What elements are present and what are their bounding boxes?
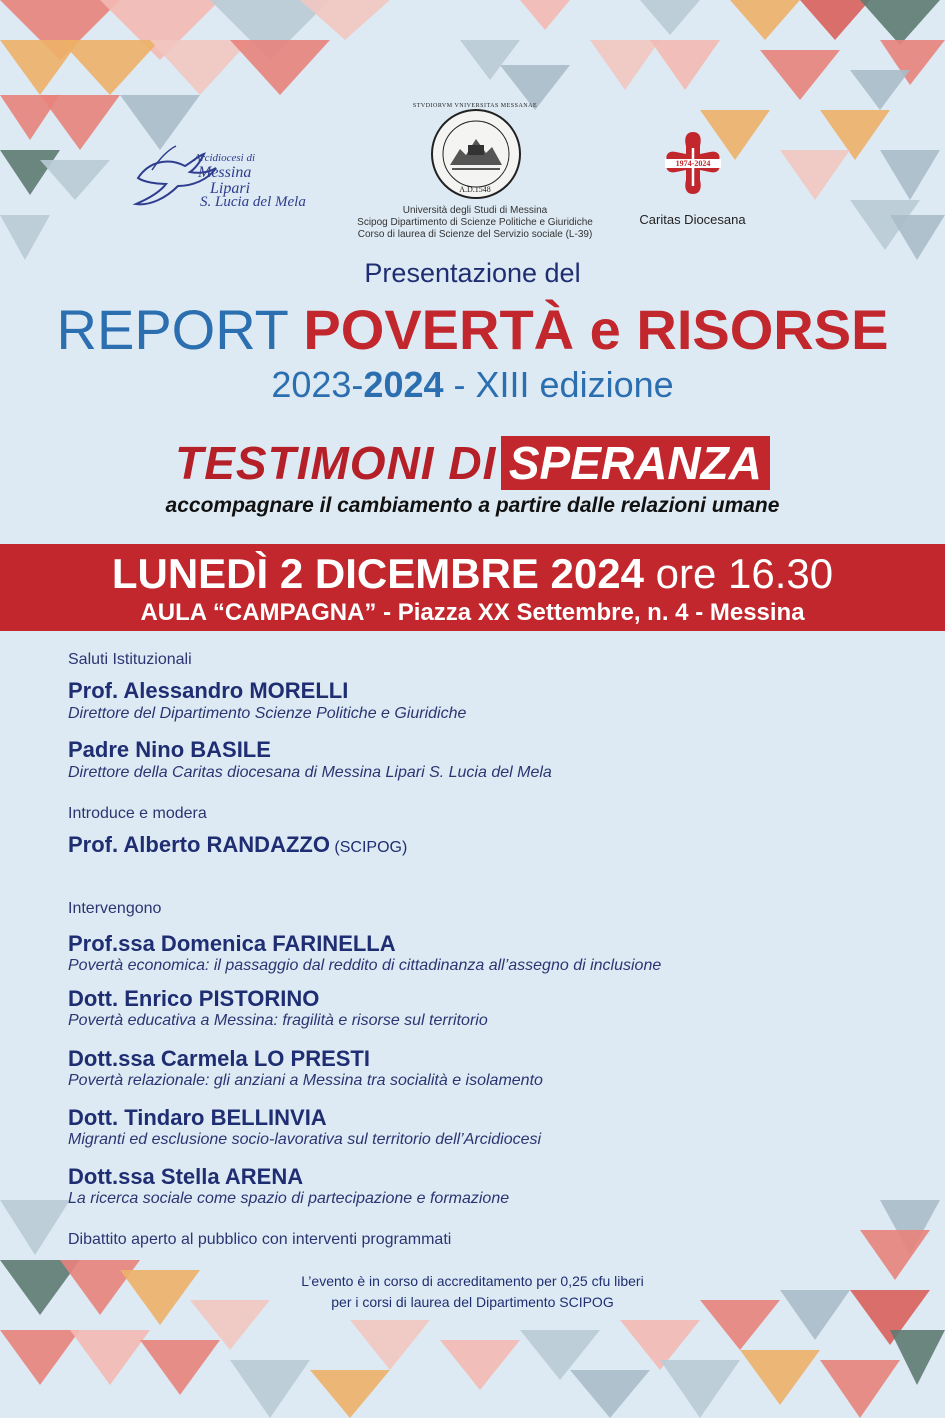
credits-note-line1: L’evento è in corso di accreditamento per 0,25 cfu liberi	[301, 1273, 644, 1289]
event-banner	[0, 544, 945, 631]
decor-triangle	[640, 0, 700, 35]
greeting-item	[68, 737, 552, 782]
greeting-name: Padre Nino BASILE	[68, 737, 271, 762]
greetings-label: Saluti Istituzionali	[68, 651, 192, 668]
decor-triangle	[760, 50, 840, 100]
greeting-role: Direttore del Dipartimento Scienze Politiche e Giuridiche	[68, 705, 467, 722]
decor-triangle	[660, 1360, 740, 1418]
decor-triangle	[650, 40, 720, 90]
greeting-role: Direttore della Caritas diocesana di Messina Lipari S. Lucia del Mela	[68, 764, 552, 781]
speaker-topic: La ricerca sociale come spazio di partecipazione e formazione	[68, 1190, 510, 1207]
speaker-name: Prof.ssa Domenica FARINELLA	[68, 931, 396, 956]
event-time: ore 16.30	[655, 550, 834, 597]
speaker-name: Dott. Enrico PISTORINO	[68, 986, 320, 1011]
title-red: POVERTÀ e RISORSE	[303, 298, 889, 361]
edition-line	[0, 364, 945, 406]
decor-triangle	[440, 1340, 520, 1390]
decor-triangle	[590, 40, 660, 90]
decor-triangle	[140, 1340, 220, 1395]
decor-triangle	[820, 1360, 900, 1418]
archdiocese-line1: Arcidiocesi di	[194, 152, 255, 164]
moderator	[68, 832, 407, 858]
speaker-item	[68, 1164, 509, 1208]
decor-triangle	[230, 40, 330, 95]
greeting-item	[68, 678, 466, 723]
decor-triangle	[310, 1370, 390, 1418]
seal-text-top: STVDIORVM VNIVERSITAS MESSANAE	[412, 103, 538, 109]
decor-triangle	[0, 215, 50, 260]
presentation-intro: Presentazione del	[364, 258, 581, 288]
speaker-topic: Migranti ed esclusione socio-lavorativa sul territorio dell’Arcidiocesi	[68, 1131, 542, 1148]
theme-title-box: SPERANZA	[501, 436, 770, 490]
title-blue: REPORT	[56, 298, 288, 361]
decor-triangle	[780, 150, 850, 200]
debate-note: Dibattito aperto al pubblico con interventi programmati	[68, 1231, 452, 1248]
archdiocese-logo	[130, 140, 330, 215]
speakers-label: Intervengono	[68, 900, 162, 917]
university-logo	[330, 105, 620, 245]
decor-triangle	[520, 0, 570, 30]
report-title	[0, 298, 945, 362]
decor-triangle	[860, 0, 940, 45]
decor-triangle	[150, 40, 250, 95]
decor-triangle	[890, 1330, 945, 1385]
speaker-topic: Povertà economica: il passaggio dal reddito di cittadinanza all’assegno di inclusione	[68, 957, 662, 974]
archdiocese-line2: Messina	[198, 164, 252, 181]
decor-triangle	[880, 150, 940, 200]
decor-triangle	[740, 1350, 820, 1405]
theme-subtitle: accompagnare il cambiamento a partire dalle relazioni umane	[165, 494, 780, 517]
university-line1: Università degli Studi di Messina	[402, 205, 548, 216]
speaker-name: Dott.ssa Carmela LO PRESTI	[68, 1046, 370, 1071]
decor-triangle	[0, 1200, 70, 1255]
theme-title	[0, 436, 945, 492]
speaker-item	[68, 986, 488, 1030]
theme-title-left: TESTIMONI DI	[175, 437, 497, 489]
caritas-years: 1974-2024	[665, 159, 721, 168]
event-datetime	[0, 544, 945, 598]
university-line3: Corso di laurea di Scienze del Servizio sociale (L-39)	[357, 229, 593, 240]
speaker-item	[68, 1046, 543, 1090]
university-line2: Scipog Dipartimento di Scienze Politiche e Giuridiche	[357, 217, 593, 228]
decor-triangle	[850, 70, 910, 110]
caritas-label: Caritas Diocesana	[639, 212, 746, 227]
years-start: 2023-	[271, 364, 364, 405]
credits-note-line2: per i corsi di laurea del Dipartimento SCIPOG	[331, 1294, 614, 1310]
seal-text-bottom: A.D.1548	[459, 185, 491, 194]
decor-triangle	[300, 0, 390, 40]
decor-triangle	[70, 1330, 150, 1385]
caritas-logo	[625, 128, 760, 228]
decor-triangle	[800, 0, 870, 40]
speaker-name: Dott. Tindaro BELLINVIA	[68, 1105, 327, 1130]
edition-label: - XIII edizione	[443, 364, 674, 405]
archdiocese-line3: Lipari	[210, 180, 251, 197]
decor-triangle	[570, 1370, 650, 1418]
decor-triangle	[40, 160, 110, 200]
speaker-topic: Povertà educativa a Messina: fragilità e risorse sul territorio	[68, 1012, 488, 1029]
speaker-item	[68, 1105, 541, 1149]
decor-triangle	[60, 40, 160, 95]
moderator-label: Introduce e modera	[68, 805, 207, 822]
event-place: AULA “CAMPAGNA” - Piazza XX Settembre, n. 4 - Messina	[140, 599, 805, 626]
decor-triangle	[40, 95, 120, 150]
decor-triangle	[230, 1360, 310, 1418]
decor-triangle	[890, 215, 945, 260]
decor-triangle	[730, 0, 800, 40]
speaker-name: Dott.ssa Stella ARENA	[68, 1164, 304, 1189]
speaker-item	[68, 931, 661, 975]
moderator-affiliation: (SCIPOG)	[334, 839, 408, 856]
greeting-name: Prof. Alessandro MORELLI	[68, 678, 349, 703]
event-date: LUNEDÌ 2 DICEMBRE 2024	[111, 550, 644, 597]
moderator-name: Prof. Alberto RANDAZZO	[68, 832, 330, 857]
archdiocese-line4: S. Lucia del Mela	[200, 194, 306, 210]
years-end: 2024	[363, 364, 444, 405]
speaker-topic: Povertà relazionale: gli anziani a Messina tra socialità e isolamento	[68, 1072, 543, 1089]
decor-triangle	[0, 1330, 80, 1385]
decor-triangle	[350, 1320, 430, 1370]
